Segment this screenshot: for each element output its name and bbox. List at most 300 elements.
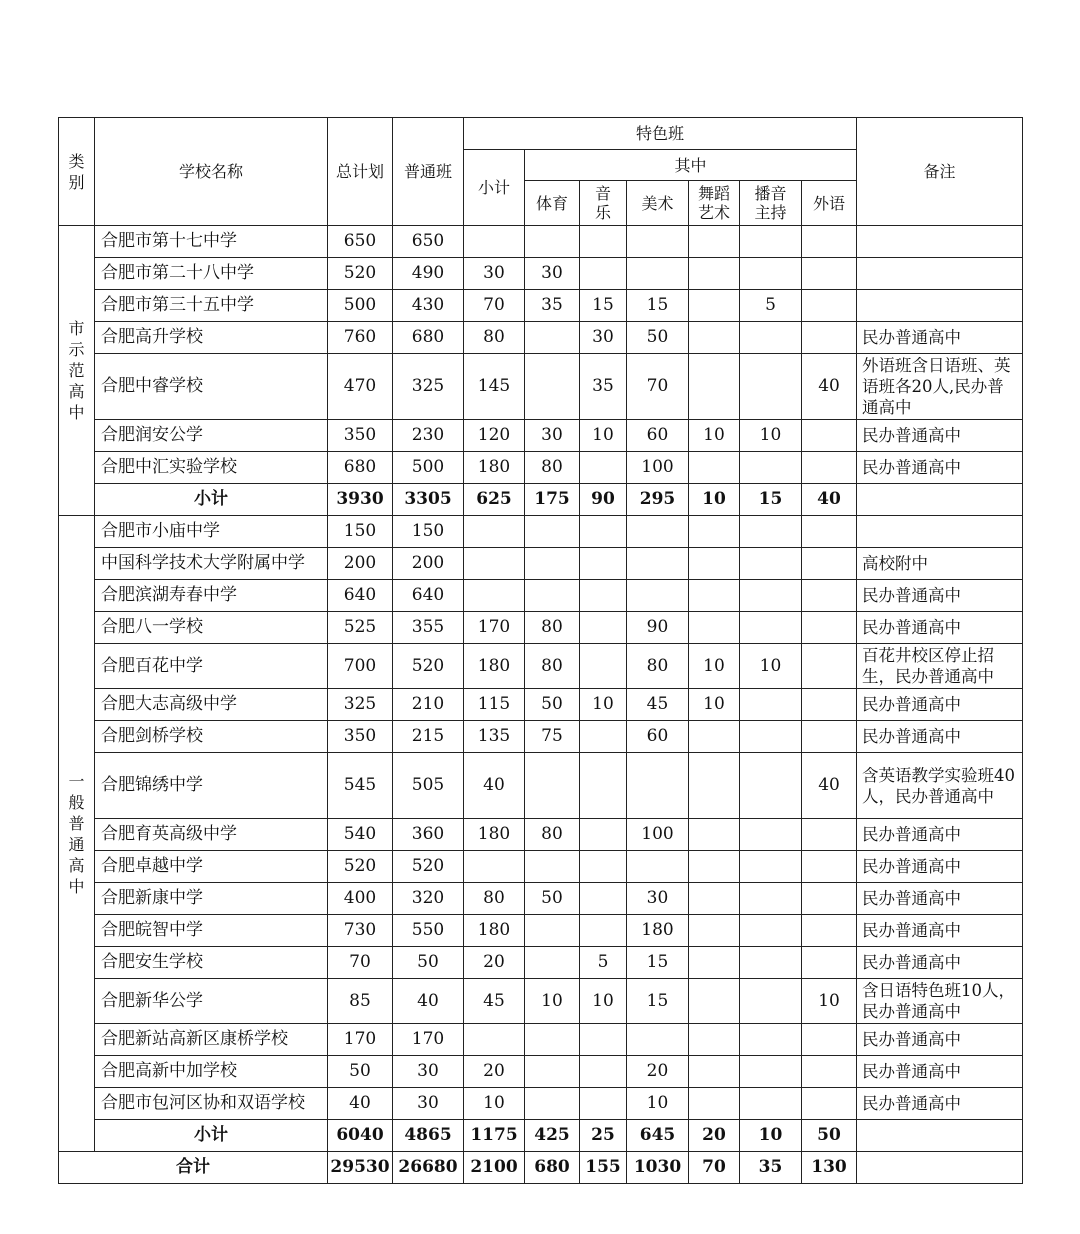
music-cell (580, 1056, 627, 1088)
language-cell: 10 (802, 979, 857, 1024)
regular-cell: 430 (393, 290, 464, 322)
total-cell: 70 (328, 947, 393, 979)
regular-cell: 30 (393, 1088, 464, 1120)
sports-cell: 80 (525, 644, 580, 689)
school-name-cell: 合肥新康中学 (95, 883, 328, 915)
category-label: 市示范高中 (68, 319, 85, 422)
language-cell (802, 644, 857, 689)
broadcast-cell (740, 258, 802, 290)
regular-cell: 30 (393, 1056, 464, 1088)
remark-cell: 民办普通高中 (857, 721, 1023, 753)
art-cell: 45 (627, 689, 689, 721)
total-cell: 640 (328, 580, 393, 612)
special-cell: 40 (464, 753, 525, 819)
header-total-plan: 总计划 (328, 118, 393, 226)
dance-cell (689, 1056, 740, 1088)
grand-total-total-cell: 29530 (328, 1152, 393, 1184)
regular-cell: 505 (393, 753, 464, 819)
remark-cell: 高校附中 (857, 548, 1023, 580)
sports-cell: 10 (525, 979, 580, 1024)
broadcast-cell (740, 612, 802, 644)
dance-cell (689, 1088, 740, 1120)
school-name-cell: 合肥安生学校 (95, 947, 328, 979)
dance-cell (689, 819, 740, 851)
music-cell: 15 (580, 290, 627, 322)
regular-cell: 520 (393, 851, 464, 883)
dance-cell (689, 354, 740, 420)
regular-cell: 490 (393, 258, 464, 290)
broadcast-cell: 10 (740, 644, 802, 689)
total-cell: 470 (328, 354, 393, 420)
broadcast-cell: 10 (740, 420, 802, 452)
remark-cell: 民办普通高中 (857, 915, 1023, 947)
art-cell (627, 548, 689, 580)
language-cell (802, 322, 857, 354)
language-cell (802, 452, 857, 484)
special-cell: 115 (464, 689, 525, 721)
table-body (59, 226, 1023, 1184)
dance-cell (689, 979, 740, 1024)
subtotal-remark-cell (857, 484, 1023, 516)
school-name-cell: 合肥中汇实验学校 (95, 452, 328, 484)
total-cell: 525 (328, 612, 393, 644)
music-cell: 30 (580, 322, 627, 354)
art-cell: 90 (627, 612, 689, 644)
subtotal-regular-cell: 3305 (393, 484, 464, 516)
total-cell: 680 (328, 452, 393, 484)
total-cell: 50 (328, 1056, 393, 1088)
category-cell (59, 226, 95, 516)
subtotal-label: 小计 (95, 484, 328, 516)
language-cell (802, 947, 857, 979)
school-name-cell: 合肥润安公学 (95, 420, 328, 452)
sports-cell: 50 (525, 883, 580, 915)
art-cell: 60 (627, 420, 689, 452)
language-cell (802, 548, 857, 580)
dance-cell (689, 883, 740, 915)
sports-cell (525, 947, 580, 979)
table-row (59, 644, 1023, 689)
regular-cell: 650 (393, 226, 464, 258)
remark-cell: 民办普通高中 (857, 612, 1023, 644)
art-cell: 180 (627, 915, 689, 947)
dance-cell: 10 (689, 689, 740, 721)
school-name-cell: 合肥市第二十八中学 (95, 258, 328, 290)
total-cell: 40 (328, 1088, 393, 1120)
special-cell: 30 (464, 258, 525, 290)
header-category: 类别 (59, 118, 95, 226)
table-row (59, 721, 1023, 753)
sports-cell (525, 516, 580, 548)
school-name-cell: 合肥新华公学 (95, 979, 328, 1024)
subtotal-broadcast-cell: 15 (740, 484, 802, 516)
music-cell (580, 452, 627, 484)
special-cell: 10 (464, 1088, 525, 1120)
special-cell (464, 851, 525, 883)
remark-cell: 百花井校区停止招生，民办普通高中 (857, 644, 1023, 689)
remark-cell (857, 516, 1023, 548)
total-cell: 400 (328, 883, 393, 915)
school-name-cell: 合肥育英高级中学 (95, 819, 328, 851)
table-row (59, 1056, 1023, 1088)
subtotal-label: 小计 (95, 1120, 328, 1152)
subtotal-regular-cell: 4865 (393, 1120, 464, 1152)
regular-cell: 320 (393, 883, 464, 915)
language-cell (802, 883, 857, 915)
music-cell (580, 226, 627, 258)
regular-cell: 325 (393, 354, 464, 420)
special-cell: 20 (464, 947, 525, 979)
subtotal-music-cell: 90 (580, 484, 627, 516)
broadcast-cell (740, 689, 802, 721)
music-cell (580, 548, 627, 580)
school-name-cell: 合肥大志高级中学 (95, 689, 328, 721)
remark-cell: 含日语特色班10人，民办普通高中 (857, 979, 1023, 1024)
special-cell: 80 (464, 883, 525, 915)
regular-cell: 200 (393, 548, 464, 580)
sports-cell (525, 915, 580, 947)
subtotal-remark-cell (857, 1120, 1023, 1152)
language-cell (802, 580, 857, 612)
broadcast-cell (740, 226, 802, 258)
dance-cell (689, 452, 740, 484)
subtotal-dance-cell: 10 (689, 484, 740, 516)
header-school-name: 学校名称 (95, 118, 328, 226)
music-cell (580, 1024, 627, 1056)
dance-cell (689, 1024, 740, 1056)
broadcast-cell (740, 548, 802, 580)
music-cell: 10 (580, 979, 627, 1024)
school-name-cell: 合肥中睿学校 (95, 354, 328, 420)
subtotal-row (59, 1120, 1023, 1152)
dance-cell (689, 516, 740, 548)
music-cell (580, 516, 627, 548)
total-cell: 700 (328, 644, 393, 689)
table-row (59, 947, 1023, 979)
sports-cell (525, 1088, 580, 1120)
regular-cell: 230 (393, 420, 464, 452)
regular-cell: 500 (393, 452, 464, 484)
subtotal-sports-cell: 175 (525, 484, 580, 516)
special-cell: 180 (464, 644, 525, 689)
table-row (59, 580, 1023, 612)
sports-cell: 80 (525, 452, 580, 484)
subtotal-language-cell: 50 (802, 1120, 857, 1152)
table-row (59, 1088, 1023, 1120)
header-regular-class: 普通班 (393, 118, 464, 226)
total-cell: 545 (328, 753, 393, 819)
remark-cell: 民办普通高中 (857, 883, 1023, 915)
category-cell (59, 516, 95, 1152)
music-cell (580, 580, 627, 612)
art-cell: 50 (627, 322, 689, 354)
regular-cell: 360 (393, 819, 464, 851)
regular-cell: 150 (393, 516, 464, 548)
art-cell (627, 516, 689, 548)
music-cell: 10 (580, 420, 627, 452)
language-cell (802, 915, 857, 947)
broadcast-cell (740, 580, 802, 612)
music-cell (580, 258, 627, 290)
subtotal-special-cell: 1175 (464, 1120, 525, 1152)
broadcast-cell (740, 979, 802, 1024)
broadcast-cell (740, 753, 802, 819)
school-name-cell: 合肥皖智中学 (95, 915, 328, 947)
header-special-subtotal: 小计 (464, 150, 525, 226)
broadcast-cell (740, 819, 802, 851)
music-cell (580, 915, 627, 947)
special-cell: 170 (464, 612, 525, 644)
sports-cell (525, 226, 580, 258)
broadcast-cell (740, 915, 802, 947)
sports-cell (525, 354, 580, 420)
total-cell: 520 (328, 851, 393, 883)
header-among: 其中 (525, 150, 857, 181)
sports-cell: 80 (525, 612, 580, 644)
regular-cell: 640 (393, 580, 464, 612)
remark-cell (857, 290, 1023, 322)
language-cell (802, 290, 857, 322)
remark-cell: 民办普通高中 (857, 580, 1023, 612)
grand-total-regular-cell: 26680 (393, 1152, 464, 1184)
school-name-cell: 合肥高升学校 (95, 322, 328, 354)
table-row (59, 322, 1023, 354)
table-row (59, 420, 1023, 452)
language-cell (802, 851, 857, 883)
dance-cell: 10 (689, 644, 740, 689)
remark-cell: 民办普通高中 (857, 1088, 1023, 1120)
music-cell (580, 644, 627, 689)
broadcast-cell (740, 452, 802, 484)
remark-cell: 民办普通高中 (857, 689, 1023, 721)
sports-cell: 30 (525, 258, 580, 290)
regular-cell: 170 (393, 1024, 464, 1056)
total-cell: 730 (328, 915, 393, 947)
school-name-cell: 合肥市第三十五中学 (95, 290, 328, 322)
header-language: 外语 (802, 181, 857, 226)
grand-total-broadcast-cell: 35 (740, 1152, 802, 1184)
table-row (59, 258, 1023, 290)
total-cell: 85 (328, 979, 393, 1024)
table-row (59, 548, 1023, 580)
table-row (59, 979, 1023, 1024)
table-row (59, 883, 1023, 915)
language-cell (802, 258, 857, 290)
art-cell (627, 226, 689, 258)
art-cell: 80 (627, 644, 689, 689)
language-cell (802, 420, 857, 452)
language-cell (802, 1056, 857, 1088)
enrollment-plan-table (58, 117, 1023, 1184)
remark-cell: 民办普通高中 (857, 420, 1023, 452)
art-cell: 15 (627, 947, 689, 979)
remark-cell: 民办普通高中 (857, 452, 1023, 484)
dance-cell (689, 322, 740, 354)
art-cell: 15 (627, 979, 689, 1024)
art-cell (627, 753, 689, 819)
subtotal-total-cell: 3930 (328, 484, 393, 516)
art-cell: 15 (627, 290, 689, 322)
subtotal-sports-cell: 425 (525, 1120, 580, 1152)
language-cell: 40 (802, 354, 857, 420)
music-cell (580, 721, 627, 753)
language-cell (802, 689, 857, 721)
broadcast-cell (740, 883, 802, 915)
dance-cell (689, 721, 740, 753)
sports-cell: 30 (525, 420, 580, 452)
sports-cell: 75 (525, 721, 580, 753)
special-cell: 120 (464, 420, 525, 452)
header-broadcast: 播音主持 (740, 181, 802, 226)
total-cell: 500 (328, 290, 393, 322)
remark-cell (857, 258, 1023, 290)
sports-cell: 35 (525, 290, 580, 322)
broadcast-cell (740, 851, 802, 883)
remark-cell: 民办普通高中 (857, 819, 1023, 851)
subtotal-music-cell: 25 (580, 1120, 627, 1152)
table-row (59, 354, 1023, 420)
special-cell: 80 (464, 322, 525, 354)
sports-cell: 50 (525, 689, 580, 721)
art-cell: 100 (627, 819, 689, 851)
subtotal-special-cell: 625 (464, 484, 525, 516)
table-row (59, 226, 1023, 258)
regular-cell: 355 (393, 612, 464, 644)
table-row (59, 1024, 1023, 1056)
school-name-cell: 合肥市第十七中学 (95, 226, 328, 258)
remark-cell: 外语班含日语班、英语班各20人,民办普通高中 (857, 354, 1023, 420)
school-name-cell: 合肥卓越中学 (95, 851, 328, 883)
special-cell: 180 (464, 819, 525, 851)
language-cell (802, 1024, 857, 1056)
sports-cell (525, 851, 580, 883)
table-row (59, 612, 1023, 644)
dance-cell (689, 915, 740, 947)
school-name-cell: 合肥高新中加学校 (95, 1056, 328, 1088)
art-cell: 70 (627, 354, 689, 420)
art-cell (627, 258, 689, 290)
school-name-cell: 合肥八一学校 (95, 612, 328, 644)
language-cell: 40 (802, 753, 857, 819)
art-cell: 30 (627, 883, 689, 915)
language-cell (802, 226, 857, 258)
dance-cell (689, 947, 740, 979)
special-cell: 45 (464, 979, 525, 1024)
special-cell (464, 1024, 525, 1056)
language-cell (802, 721, 857, 753)
music-cell (580, 883, 627, 915)
sports-cell (525, 1056, 580, 1088)
music-cell: 5 (580, 947, 627, 979)
special-cell: 70 (464, 290, 525, 322)
remark-cell: 民办普通高中 (857, 1024, 1023, 1056)
special-cell (464, 226, 525, 258)
table-row (59, 452, 1023, 484)
special-cell (464, 580, 525, 612)
music-cell: 35 (580, 354, 627, 420)
broadcast-cell (740, 1056, 802, 1088)
special-cell: 135 (464, 721, 525, 753)
subtotal-broadcast-cell: 10 (740, 1120, 802, 1152)
remark-cell: 民办普通高中 (857, 322, 1023, 354)
regular-cell: 215 (393, 721, 464, 753)
grand-total-remark-cell (857, 1152, 1023, 1184)
school-name-cell: 合肥新站高新区康桥学校 (95, 1024, 328, 1056)
dance-cell (689, 258, 740, 290)
total-cell: 170 (328, 1024, 393, 1056)
art-cell: 10 (627, 1088, 689, 1120)
total-cell: 200 (328, 548, 393, 580)
header-sports: 体育 (525, 181, 580, 226)
art-cell (627, 580, 689, 612)
special-cell: 20 (464, 1056, 525, 1088)
total-cell: 150 (328, 516, 393, 548)
table-header (59, 118, 1023, 226)
music-cell (580, 753, 627, 819)
sports-cell (525, 753, 580, 819)
special-cell (464, 548, 525, 580)
dance-cell (689, 548, 740, 580)
dance-cell (689, 753, 740, 819)
special-cell: 180 (464, 915, 525, 947)
header-dance: 舞蹈艺术 (689, 181, 740, 226)
subtotal-art-cell: 645 (627, 1120, 689, 1152)
special-cell: 180 (464, 452, 525, 484)
grand-total-row (59, 1152, 1023, 1184)
school-name-cell: 合肥市包河区协和双语学校 (95, 1088, 328, 1120)
school-name-cell: 合肥百花中学 (95, 644, 328, 689)
header-art: 美术 (627, 181, 689, 226)
sports-cell: 80 (525, 819, 580, 851)
regular-cell: 550 (393, 915, 464, 947)
header-music: 音乐 (580, 181, 627, 226)
total-cell: 325 (328, 689, 393, 721)
total-cell: 650 (328, 226, 393, 258)
grand-total-music-cell: 155 (580, 1152, 627, 1184)
dance-cell (689, 290, 740, 322)
dance-cell (689, 612, 740, 644)
grand-total-sports-cell: 680 (525, 1152, 580, 1184)
art-cell: 20 (627, 1056, 689, 1088)
sports-cell (525, 1024, 580, 1056)
grand-total-label: 合计 (59, 1152, 328, 1184)
total-cell: 350 (328, 721, 393, 753)
grand-total-dance-cell: 70 (689, 1152, 740, 1184)
school-name-cell: 合肥市小庙中学 (95, 516, 328, 548)
subtotal-language-cell: 40 (802, 484, 857, 516)
sports-cell (525, 548, 580, 580)
school-name-cell: 合肥滨湖寿春中学 (95, 580, 328, 612)
header-special-class: 特色班 (464, 118, 857, 150)
table-row (59, 851, 1023, 883)
school-name-cell: 合肥剑桥学校 (95, 721, 328, 753)
broadcast-cell (740, 322, 802, 354)
dance-cell (689, 851, 740, 883)
sports-cell (525, 322, 580, 354)
dance-cell (689, 226, 740, 258)
broadcast-cell (740, 516, 802, 548)
sports-cell (525, 580, 580, 612)
art-cell (627, 1024, 689, 1056)
language-cell (802, 819, 857, 851)
total-cell: 540 (328, 819, 393, 851)
special-cell (464, 516, 525, 548)
regular-cell: 680 (393, 322, 464, 354)
header-remark: 备注 (857, 118, 1023, 226)
language-cell (802, 516, 857, 548)
art-cell: 60 (627, 721, 689, 753)
table-row (59, 516, 1023, 548)
